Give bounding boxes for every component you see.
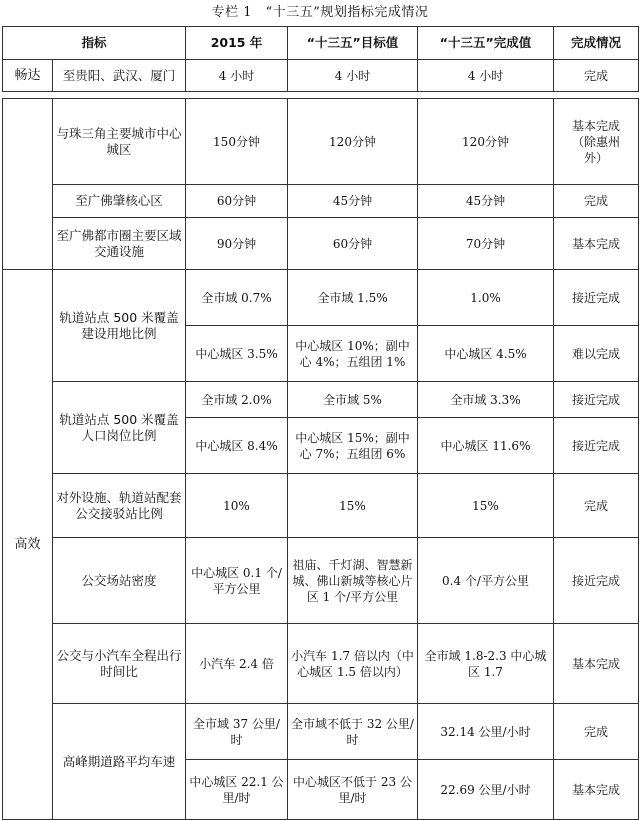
value-actual: 120分钟 (418, 99, 554, 185)
indicator-cell: 公交与小汽车全程出行时间比 (53, 624, 186, 704)
value-target: 45分钟 (288, 185, 418, 218)
value-2015: 中心城区 8.4% (186, 418, 288, 474)
value-2015: 90分钟 (186, 218, 288, 270)
table-row (3, 60, 639, 92)
category-gaoxiao: 高效 (3, 270, 53, 820)
indicator-cell: 与珠三角主要城市中心城区 (53, 99, 186, 185)
status-cell: 接近完成 (554, 418, 639, 474)
category-blank (3, 99, 53, 270)
value-target: 60分钟 (288, 218, 418, 270)
value-target: 中心城区 10%；副中心 4%；五组团 1% (288, 326, 418, 382)
value-actual: 15% (418, 474, 554, 538)
value-2015: 小汽车 2.4 倍 (186, 624, 288, 704)
indicator-cell: 高峰期道路平均车速 (53, 704, 186, 820)
value-target: 15% (288, 474, 418, 538)
value-actual: 4 小时 (418, 60, 554, 92)
status-cell: 完成 (554, 185, 639, 218)
value-target: 中心城区不低于 23 公里/时 (288, 760, 418, 820)
status-cell: 基本完成 (554, 218, 639, 270)
value-actual: 0.4 个/平方公里 (418, 538, 554, 624)
value-2015: 10% (186, 474, 288, 538)
header-2015: 2015 年 (186, 27, 288, 60)
value-actual: 中心城区 11.6% (418, 418, 554, 474)
value-target: 全市域不低于 32 公里/时 (288, 704, 418, 760)
value-actual: 22.69 公里/小时 (418, 760, 554, 820)
value-2015: 中心城区 22.1 公里/时 (186, 760, 288, 820)
status-cell: 接近完成 (554, 382, 639, 418)
table-row (3, 538, 639, 624)
indicator-cell: 轨道站点 500 米覆盖建设用地比例 (53, 270, 186, 382)
status-cell: 接近完成 (554, 538, 639, 624)
status-cell: 基本完成 (554, 624, 639, 704)
value-2015: 60分钟 (186, 185, 288, 218)
value-2015: 全市域 2.0% (186, 382, 288, 418)
value-actual: 45分钟 (418, 185, 554, 218)
indicator-cell: 至广佛都市圈主要区域交通设施 (53, 218, 186, 270)
header-row (3, 27, 639, 60)
value-2015: 150分钟 (186, 99, 288, 185)
status-cell: 完成 (554, 474, 639, 538)
value-2015: 全市域 0.7% (186, 270, 288, 326)
value-target: 祖庙、千灯湖、智慧新城、佛山新城等核心片区 1 个/平方公里 (288, 538, 418, 624)
value-target: 全市域 1.5% (288, 270, 418, 326)
header-actual: “十三五”完成值 (418, 27, 554, 60)
header-target: “十三五”目标值 (288, 27, 418, 60)
status-cell: 完成 (554, 704, 639, 760)
value-target: 小汽车 1.7 倍以内（中心城区 1.5 倍以内） (288, 624, 418, 704)
table-row (3, 185, 639, 218)
value-target: 全市域 5% (288, 382, 418, 418)
status-cell: 基本完成 (554, 760, 639, 820)
value-target: 4 小时 (288, 60, 418, 92)
value-2015: 中心城区 0.1 个/平方公里 (186, 538, 288, 624)
header-indicator: 指标 (3, 27, 186, 60)
header-status: 完成情况 (554, 27, 639, 60)
indicator-cell: 公交场站密度 (53, 538, 186, 624)
value-2015: 4 小时 (186, 60, 288, 92)
table-row (3, 704, 639, 760)
value-actual: 中心城区 4.5% (418, 326, 554, 382)
value-2015: 全市域 37 公里/时 (186, 704, 288, 760)
value-actual: 全市域 1.8-2.3 中心城区 1.7 (418, 624, 554, 704)
table-title: 专栏 1 “十三五”规划指标完成情况 (211, 5, 429, 20)
value-target: 120分钟 (288, 99, 418, 185)
indicator-table-top (2, 26, 639, 92)
status-cell: 完成 (554, 60, 639, 92)
value-target: 中心城区 15%；副中心 7%；五组团 6% (288, 418, 418, 474)
table-row (3, 624, 639, 704)
indicator-cell: 至贵阳、武汉、厦门 (53, 60, 186, 92)
status-cell: 接近完成 (554, 270, 639, 326)
indicator-cell: 至广佛肇核心区 (53, 185, 186, 218)
value-actual: 1.0% (418, 270, 554, 326)
indicator-cell: 轨道站点 500 米覆盖人口岗位比例 (53, 382, 186, 474)
value-2015: 中心城区 3.5% (186, 326, 288, 382)
table-row (3, 218, 639, 270)
table-row (3, 382, 639, 418)
status-cell: 难以完成 (554, 326, 639, 382)
status-cell: 基本完成（除惠州外） (554, 99, 639, 185)
value-actual: 32.14 公里/小时 (418, 704, 554, 760)
indicator-cell: 对外设施、轨道站配套公交接驳站比例 (53, 474, 186, 538)
table-row (3, 270, 639, 326)
indicator-table-main (2, 98, 639, 820)
value-actual: 70分钟 (418, 218, 554, 270)
table-row (3, 99, 639, 185)
table-row (3, 474, 639, 538)
value-actual: 全市域 3.3% (418, 382, 554, 418)
category-changda: 畅达 (3, 60, 53, 92)
